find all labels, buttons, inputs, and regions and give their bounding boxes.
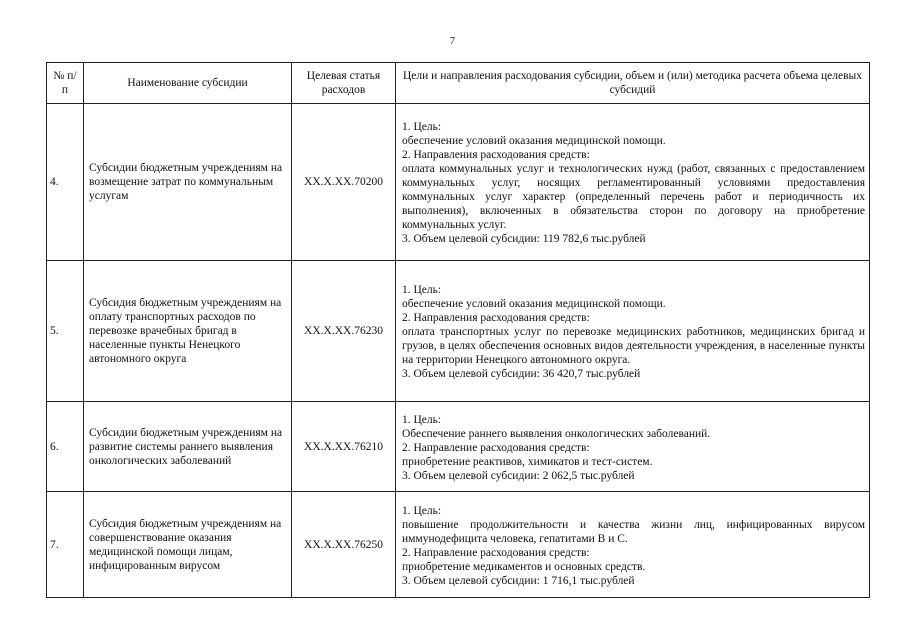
direction-label: 2. Направление расходования средств: [402,546,590,559]
direction-text: оплата коммунальных услуг и технологических нужд (работ, связанных с предоставлением коммунальных услуг, носящих регламентированный условиями предоставления коммунальных услуг характер (определенный перечень работ и периодичность их выполнения), включенных в обязательства сторон по договору на приобретение коммунальных услуг. [402,163,865,231]
subsidy-name: Субсидии бюджетным учреждениям на возмещение затрат по коммунальным услугам [84,104,292,261]
subsidy-amount: 3. Объем целевой субсидии: 1 716,1 тыс.рублей [402,574,635,587]
subsidy-name: Субсидии бюджетным учреждениям на развитие системы раннего выявления онкологических заболеваний [84,402,292,492]
direction-label: 2. Направления расходования средств: [402,312,590,324]
subsidies-table [46,62,870,598]
goal-label: 1. Цель: [402,504,442,517]
row-number: 5. [47,261,84,402]
subsidy-name: Субсидия бюджетным учреждениям на совершенствование оказания медицинской помощи лицам, инфицированным вирусом [84,492,292,598]
table-row [47,104,870,261]
table-row [47,261,870,402]
budget-code: ХХ.Х.ХХ.76210 [292,402,396,492]
goal-text: обеспечение условий оказания медицинской помощи. [402,135,666,147]
goal-label: 1. Цель: [402,284,442,296]
goal-label: 1. Цель: [402,121,442,133]
goal-text: Обеспечение раннего выявления онкологических заболеваний. [402,427,711,440]
budget-code: ХХ.Х.ХХ.76250 [292,492,396,598]
row-number: 7. [47,492,84,598]
subsidy-description [396,492,870,598]
subsidy-description [396,104,870,261]
subsidy-amount: 3. Объем целевой субсидии: 2 062,5 тыс.рублей [402,469,635,482]
subsidy-description [396,261,870,402]
budget-code: ХХ.Х.ХХ.70200 [292,104,396,261]
goal-label: 1. Цель: [402,413,442,426]
direction-label: 2. Направления расходования средств: [402,149,590,161]
direction-text: приобретение реактивов, химикатов и тест-систем. [402,455,653,468]
header-num: № п/п [47,63,84,104]
header-code: Целевая статья расходов [292,63,396,104]
subsidy-amount: 3. Объем целевой субсидии: 36 420,7 тыс.рублей [402,368,641,380]
subsidy-amount: 3. Объем целевой субсидии: 119 782,6 тыс.рублей [402,233,646,245]
table-header-row [47,63,870,104]
subsidy-description [396,402,870,492]
budget-code: ХХ.Х.ХХ.76230 [292,261,396,402]
page-number: 7 [450,36,455,47]
direction-text: приобретение медикаментов и основных средств. [402,560,646,573]
direction-label: 2. Направление расходования средств: [402,441,590,454]
table-row [47,492,870,598]
header-goals: Цели и направления расходования субсидии, объем и (или) методика расчета объема целевых субсидий [396,63,870,104]
goal-text: обеспечение условий оказания медицинской помощи. [402,298,666,310]
direction-text: оплата транспортных услуг по перевозке медицинских работников, медицинских бригад и грузов, в целях обеспечения основных видов деятельности учреждения, в населенные пункты на территории Ненецкого автономного округа. [402,326,865,366]
goal-text: повышение продолжительности и качества жизни лиц, инфицированных вирусом иммунодефицита человека, гепатитами В и С. [402,518,865,545]
row-number: 6. [47,402,84,492]
table-row [47,402,870,492]
subsidy-name: Субсидия бюджетным учреждениям на оплату транспортных расходов по перевозке врачебных бригад в населенные пункты Ненецкого автономного округа [84,261,292,402]
header-name: Наименование субсидии [84,63,292,104]
row-number: 4. [47,104,84,261]
